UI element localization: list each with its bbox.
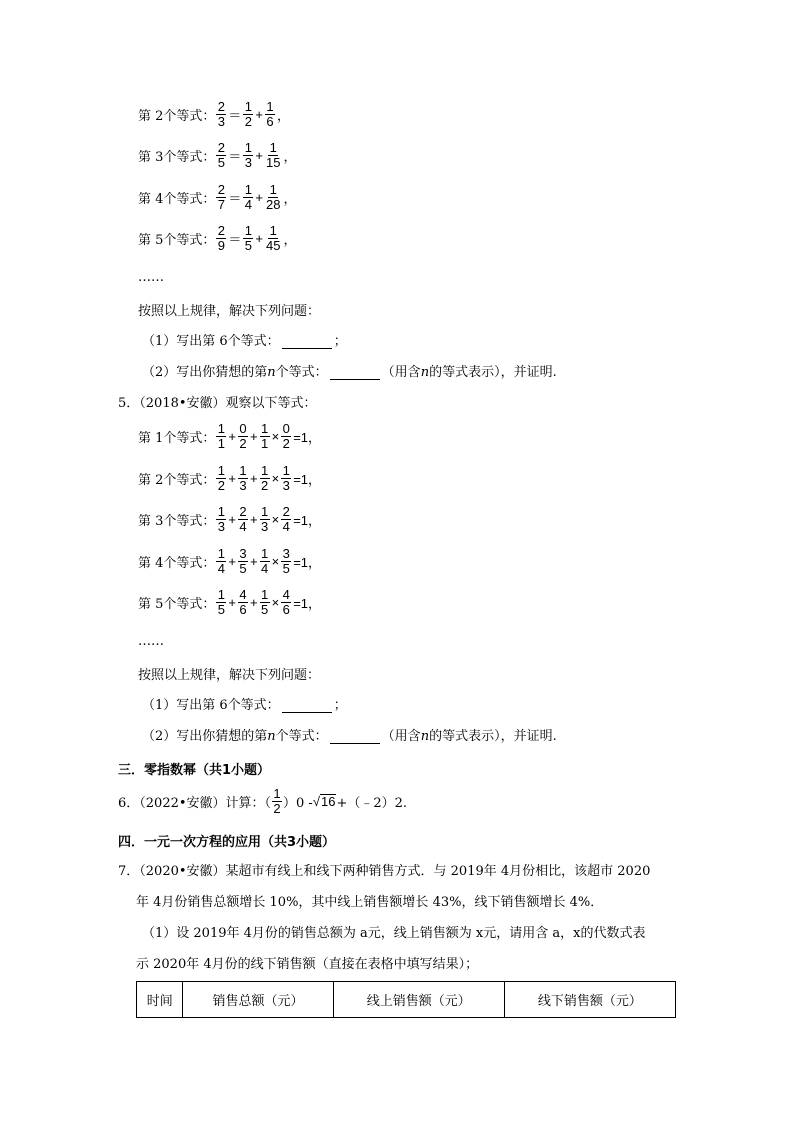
q4-part2-n2: n (420, 365, 430, 380)
fraction-b (243, 141, 253, 170)
plus-sign: + (250, 554, 258, 569)
q5-ellipsis: …… (138, 634, 164, 649)
fraction-1 (216, 464, 226, 493)
fraction-2-den: 3 (239, 478, 247, 493)
fraction-b-den: 5 (244, 238, 253, 253)
q5-part1 (142, 690, 347, 721)
q6-after-half: ）0 - (283, 796, 313, 811)
fraction-1-den: 2 (217, 478, 226, 493)
fraction-b-den: 2 (244, 114, 253, 129)
q4-part2-text-a: （2）写出你猜想的第 (142, 365, 268, 380)
fraction-c (265, 141, 281, 170)
equals-sign: ＝ (228, 191, 242, 206)
q6-half-den: 2 (273, 801, 281, 816)
fraction-2-num: 0 (239, 421, 247, 436)
q4-part2 (142, 357, 557, 388)
fraction-1 (216, 422, 226, 451)
equation-label: 第 5个等式： (138, 233, 216, 248)
fraction-a-den: 5 (217, 155, 226, 170)
fraction-1-den: 4 (217, 561, 226, 576)
fraction-2-num: 4 (239, 587, 247, 602)
q4-equation (138, 141, 298, 170)
fraction-3-num: 1 (260, 463, 269, 478)
fraction-2-den: 6 (239, 602, 247, 617)
section-4-heading: 四．一元一次方程的应用（共3小题） (118, 835, 336, 850)
sales-table (136, 981, 676, 1018)
plus-sign: + (255, 190, 264, 205)
fraction-3-den: 2 (260, 478, 269, 493)
plus-sign: + (255, 148, 264, 163)
fraction-1 (216, 588, 226, 617)
fraction-3-den: 4 (260, 561, 269, 576)
plus-sign: + (228, 595, 236, 610)
q6-radicand: 16 (320, 794, 336, 809)
equals-one: =1， (293, 513, 322, 528)
fraction-1-den: 1 (217, 436, 226, 451)
q4-part2-text-d: 的等式表示），并证明. (429, 365, 557, 380)
q6-half-num: 1 (273, 786, 281, 801)
fraction-c-num: 1 (269, 140, 277, 155)
fraction-1-num: 1 (217, 421, 226, 436)
q5-intro: 5．（2018•安徽）观察以下等式： (118, 396, 317, 411)
fraction-b-num: 1 (244, 223, 253, 238)
times-sign: × (271, 512, 280, 527)
fraction-3 (260, 588, 270, 617)
q4-equation (138, 224, 298, 253)
q5-part1-end: ； (333, 698, 347, 713)
q7-line-4: 示 2020年 4月份的线下销售额（直接在表格中填写结果）； (136, 957, 479, 972)
fraction-c (265, 100, 275, 129)
fraction-3-num: 1 (260, 587, 269, 602)
fraction-3-num: 1 (260, 546, 269, 561)
table-header-row (137, 982, 676, 1018)
plus-sign: + (250, 471, 258, 486)
fraction-c-den: 28 (266, 197, 281, 212)
fraction-3-num: 1 (260, 504, 269, 519)
fraction-3-den: 3 (260, 519, 269, 534)
q5-equation (138, 547, 322, 576)
fraction-a-num: 2 (217, 99, 226, 114)
fraction-4 (281, 588, 291, 617)
fraction-2 (238, 464, 248, 493)
fraction-4-num: 1 (282, 463, 290, 478)
q5-part2-text-a: （2）写出你猜想的第 (142, 729, 268, 744)
fraction-b (243, 224, 253, 253)
fraction-a (216, 100, 226, 129)
fraction-3-den: 5 (260, 602, 269, 617)
times-sign: × (271, 554, 280, 569)
comma: ， (283, 191, 297, 206)
q5-equation (138, 588, 322, 617)
fraction-2-den: 4 (239, 519, 247, 534)
fraction-c-num: 1 (266, 99, 274, 114)
q6-prefix: 6．（2022•安徽）计算：（ (118, 796, 272, 811)
equation-label: 第 3个等式： (138, 514, 216, 529)
q6-line (118, 787, 407, 816)
plus-sign: + (250, 429, 258, 444)
fraction-a-den: 9 (217, 238, 226, 253)
plus-sign: + (250, 512, 258, 527)
fraction-4-den: 5 (282, 561, 290, 576)
equation-label: 第 4个等式： (138, 556, 216, 571)
equation-label: 第 1个等式： (138, 431, 216, 446)
fraction-1-num: 1 (217, 546, 226, 561)
equals-one: =1， (293, 555, 322, 570)
fraction-4-num: 2 (282, 504, 290, 519)
fraction-c-num: 1 (269, 182, 277, 197)
q5-equation (138, 422, 322, 451)
fraction-2 (238, 588, 248, 617)
fraction-c-den: 6 (266, 114, 274, 129)
plus-sign: + (255, 107, 264, 122)
q4-equation (138, 100, 291, 129)
q4-rule: 按照以上规律，解决下列问题： (138, 304, 321, 319)
equation-label: 第 5个等式： (138, 597, 216, 612)
section-3-heading: 三．零指数幂（共1小题） (118, 763, 271, 778)
times-sign: × (271, 471, 280, 486)
fraction-1-num: 1 (217, 504, 226, 519)
times-sign: × (271, 429, 280, 444)
fraction-4-den: 2 (282, 436, 290, 451)
equation-label: 第 2个等式： (138, 109, 216, 124)
fraction-b-den: 4 (244, 197, 253, 212)
q4-ellipsis: …… (138, 270, 164, 285)
plus-sign: + (228, 554, 236, 569)
table-header-total: 销售总额（元） (183, 982, 333, 1018)
fraction-1-num: 1 (217, 463, 226, 478)
comma: ， (277, 108, 291, 123)
fraction-b-num: 1 (244, 99, 253, 114)
q5-equation (138, 505, 322, 534)
fraction-c-den: 45 (266, 238, 281, 253)
fraction-3-den: 1 (260, 436, 269, 451)
q4-part1-end: ； (333, 334, 347, 349)
fraction-a (216, 224, 226, 253)
fraction-3 (260, 547, 270, 576)
fraction-3-num: 1 (260, 421, 269, 436)
fraction-2 (238, 547, 248, 576)
fraction-1-den: 3 (217, 519, 226, 534)
fraction-4-den: 3 (282, 478, 290, 493)
q5-part2 (142, 721, 557, 752)
q7-line-1: 7．（2020•安徽）某超市有线上和线下两种销售方式．与 2019年 4月份相比，该超市 2020 (118, 864, 651, 879)
fraction-1 (216, 547, 226, 576)
table-header-time: 时间 (137, 982, 183, 1018)
q5-rule: 按照以上规律，解决下列问题： (138, 668, 321, 683)
q6-sqrt (313, 794, 337, 809)
plus-sign: + (228, 429, 236, 444)
fraction-3 (260, 464, 270, 493)
fraction-4 (281, 422, 291, 451)
q4-equation (138, 183, 298, 212)
fraction-b (243, 183, 253, 212)
q5-part2-text-d: 的等式表示），并证明. (429, 729, 557, 744)
q5-part2-n: n (267, 729, 276, 744)
fraction-c-den: 15 (266, 155, 281, 170)
equation-label: 第 3个等式： (138, 150, 216, 165)
q4-part2-text-c: （用含 (381, 365, 421, 380)
fraction-3 (260, 505, 270, 534)
equals-sign: ＝ (228, 232, 242, 247)
fraction-1-den: 5 (217, 602, 226, 617)
q5-part1-text: （1）写出第 6个等式： (142, 698, 280, 713)
fraction-1-num: 1 (217, 587, 226, 602)
fraction-2-den: 5 (239, 561, 247, 576)
times-sign: × (271, 595, 280, 610)
fraction-c (265, 183, 281, 212)
q4-part1-blank[interactable] (282, 335, 332, 349)
equals-one: =1， (293, 472, 322, 487)
equation-label: 第 2个等式： (138, 473, 216, 488)
fraction-a (216, 141, 226, 170)
q5-part2-text-c: （用含 (381, 729, 421, 744)
sqrt-icon: √ (312, 794, 320, 809)
q4-part1 (142, 326, 347, 357)
q6-half-fraction (272, 787, 282, 816)
fraction-b-num: 1 (244, 140, 253, 155)
fraction-2-den: 2 (239, 436, 247, 451)
q5-part2-blank[interactable] (330, 730, 380, 744)
table-header-online: 线上销售额（元） (333, 982, 504, 1018)
plus-sign: + (228, 512, 236, 527)
fraction-a (216, 183, 226, 212)
equation-label: 第 4个等式： (138, 192, 216, 207)
q4-part2-text-b: 个等式： (275, 365, 328, 380)
q6-tail: +（﹣2）2. (336, 796, 408, 811)
fraction-a-num: 2 (217, 223, 226, 238)
q4-part2-n: n (267, 365, 276, 380)
fraction-c (265, 224, 281, 253)
fraction-a-den: 7 (217, 197, 226, 212)
fraction-1 (216, 505, 226, 534)
fraction-4-num: 3 (282, 546, 290, 561)
q7-line-2: 年 4月份销售总额增长 10%，其中线上销售额增长 43%，线下销售额增长 4%． (136, 895, 604, 910)
fraction-2-num: 3 (239, 546, 247, 561)
q5-part2-text-b: 个等式： (275, 729, 328, 744)
equals-one: =1， (293, 596, 322, 611)
comma: ， (283, 232, 297, 247)
fraction-4 (281, 505, 291, 534)
equals-sign: ＝ (228, 149, 242, 164)
comma: ， (283, 149, 297, 164)
fraction-4-num: 4 (282, 587, 290, 602)
q4-part2-blank[interactable] (330, 366, 380, 380)
fraction-2-num: 1 (239, 463, 247, 478)
fraction-4-den: 4 (282, 519, 290, 534)
plus-sign: + (228, 471, 236, 486)
fraction-4-num: 0 (282, 421, 290, 436)
fraction-2 (238, 422, 248, 451)
fraction-3 (260, 422, 270, 451)
fraction-b (243, 100, 253, 129)
q5-part2-n2: n (420, 729, 430, 744)
fraction-a-num: 2 (217, 140, 226, 155)
fraction-b-num: 1 (244, 182, 253, 197)
table-header-offline: 线下销售额（元） (504, 982, 675, 1018)
fraction-a-num: 2 (217, 182, 226, 197)
equals-sign: ＝ (228, 108, 242, 123)
fraction-4 (281, 547, 291, 576)
fraction-b-den: 3 (244, 155, 253, 170)
q7-line-3: （1）设 2019年 4月份的销售总额为 a元，线上销售额为 x元，请用含 a，x的代数式表 (142, 926, 646, 941)
plus-sign: + (250, 595, 258, 610)
fraction-2-num: 2 (239, 504, 247, 519)
fraction-4 (281, 464, 291, 493)
equals-one: =1， (293, 430, 322, 445)
q4-part1-text: （1）写出第 6个等式： (142, 334, 280, 349)
plus-sign: + (255, 231, 264, 246)
fraction-4-den: 6 (282, 602, 290, 617)
fraction-2 (238, 505, 248, 534)
q5-part1-blank[interactable] (282, 699, 332, 713)
fraction-c-num: 1 (269, 223, 277, 238)
q5-equation (138, 464, 322, 493)
fraction-a-den: 3 (217, 114, 226, 129)
